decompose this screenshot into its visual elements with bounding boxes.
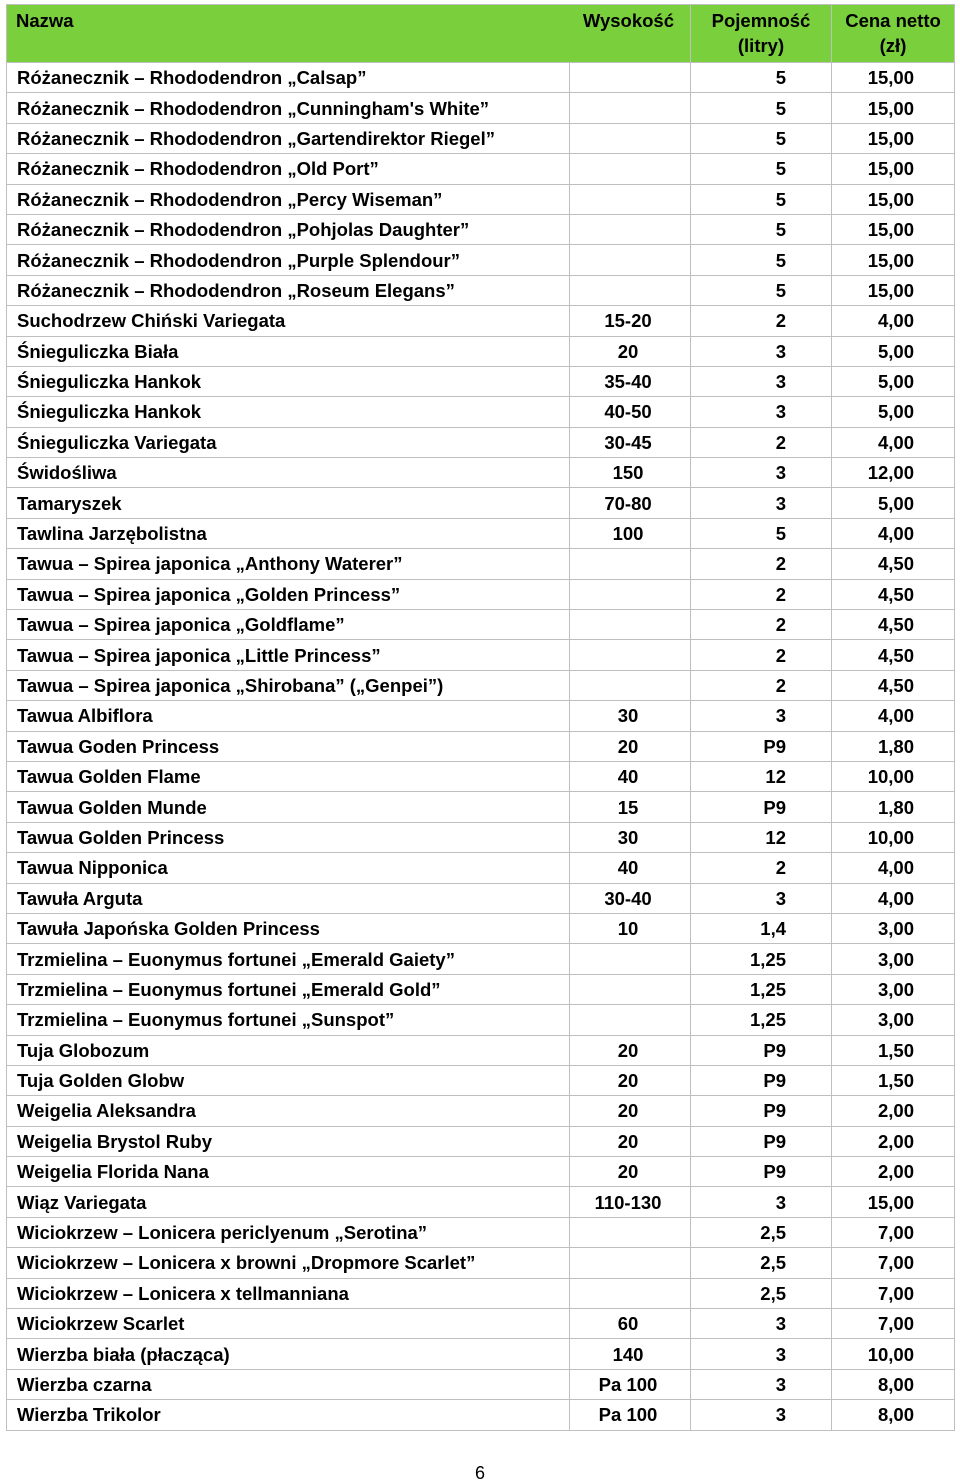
cell-price: 1,50 (832, 1035, 955, 1065)
cell-volume: 12 (691, 761, 832, 791)
cell-name: Wiąz Variegata (7, 1187, 570, 1217)
cell-volume: 3 (691, 1187, 832, 1217)
table-row (7, 518, 955, 548)
cell-price: 1,80 (832, 792, 955, 822)
cell-height (570, 63, 691, 93)
cell-volume: 3 (691, 1400, 832, 1430)
cell-height: 10 (570, 913, 691, 943)
table-row (7, 1369, 955, 1399)
cell-price: 4,00 (832, 883, 955, 913)
column-header-height: Wysokość (570, 5, 691, 63)
cell-price: 7,00 (832, 1248, 955, 1278)
cell-price: 15,00 (832, 1187, 955, 1217)
table-row (7, 1096, 955, 1126)
cell-volume: P9 (691, 1035, 832, 1065)
cell-name: Różanecznik – Rhododendron „Roseum Elegans” (7, 275, 570, 305)
cell-volume: 2 (691, 853, 832, 883)
cell-height (570, 154, 691, 184)
cell-name: Różanecznik – Rhododendron „Cunningham's White” (7, 93, 570, 123)
cell-price: 10,00 (832, 1339, 955, 1369)
cell-height: 40-50 (570, 397, 691, 427)
table-row (7, 1187, 955, 1217)
table-row (7, 792, 955, 822)
cell-volume: 3 (691, 1339, 832, 1369)
table-row (7, 214, 955, 244)
cell-volume: P9 (691, 792, 832, 822)
cell-price: 4,00 (832, 853, 955, 883)
cell-volume: 5 (691, 518, 832, 548)
cell-height: 20 (570, 1157, 691, 1187)
cell-height (570, 123, 691, 153)
cell-price: 4,50 (832, 579, 955, 609)
cell-volume: 12 (691, 822, 832, 852)
table-row (7, 883, 955, 913)
table-row (7, 123, 955, 153)
table-row (7, 1035, 955, 1065)
cell-price: 4,00 (832, 306, 955, 336)
table-row (7, 853, 955, 883)
table-row (7, 1309, 955, 1339)
cell-name: Różanecznik – Rhododendron „Percy Wiseman” (7, 184, 570, 214)
cell-volume: 2 (691, 610, 832, 640)
cell-volume: 2,5 (691, 1248, 832, 1278)
cell-height (570, 214, 691, 244)
cell-name: Weigelia Brystol Ruby (7, 1126, 570, 1156)
page-number: 6 (474, 1463, 485, 1483)
table-row (7, 640, 955, 670)
table-row (7, 306, 955, 336)
cell-volume: 3 (691, 336, 832, 366)
cell-name: Tawua – Spirea japonica „Little Princess” (7, 640, 570, 670)
table-row (7, 245, 955, 275)
table-row (7, 701, 955, 731)
table-row (7, 1217, 955, 1247)
cell-name: Śnieguliczka Variegata (7, 427, 570, 457)
cell-price: 2,00 (832, 1126, 955, 1156)
cell-height: 60 (570, 1309, 691, 1339)
cell-name: Suchodrzew Chiński Variegata (7, 306, 570, 336)
cell-height: 20 (570, 1035, 691, 1065)
cell-price: 2,00 (832, 1096, 955, 1126)
table-row (7, 913, 955, 943)
cell-name: Trzmielina – Euonymus fortunei „Emerald Gaiety” (7, 944, 570, 974)
cell-volume: 5 (691, 154, 832, 184)
table-row (7, 275, 955, 305)
cell-volume: 3 (691, 458, 832, 488)
cell-name: Tawua Albiflora (7, 701, 570, 731)
cell-name: Śnieguliczka Biała (7, 336, 570, 366)
table-row (7, 822, 955, 852)
cell-name: Trzmielina – Euonymus fortunei „Emerald Gold” (7, 974, 570, 1004)
cell-price: 15,00 (832, 245, 955, 275)
table-header (7, 5, 955, 63)
cell-price: 15,00 (832, 214, 955, 244)
table-row (7, 610, 955, 640)
cell-volume: 5 (691, 275, 832, 305)
table-row (7, 184, 955, 214)
table-row (7, 944, 955, 974)
cell-volume: 2,5 (691, 1217, 832, 1247)
cell-volume: 3 (691, 883, 832, 913)
cell-price: 8,00 (832, 1400, 955, 1430)
cell-height: 20 (570, 336, 691, 366)
cell-volume: 3 (691, 1309, 832, 1339)
cell-price: 4,50 (832, 670, 955, 700)
cell-height (570, 610, 691, 640)
cell-volume: 3 (691, 1369, 832, 1399)
table-row (7, 974, 955, 1004)
cell-height: 30-45 (570, 427, 691, 457)
cell-name: Tawua – Spirea japonica „Golden Princess” (7, 579, 570, 609)
cell-name: Tawlina Jarzębolistna (7, 518, 570, 548)
cell-name: Różanecznik – Rhododendron „Purple Splendour” (7, 245, 570, 275)
cell-volume: 1,25 (691, 944, 832, 974)
cell-price: 10,00 (832, 761, 955, 791)
table-row (7, 1065, 955, 1095)
table-row (7, 1005, 955, 1035)
cell-price: 5,00 (832, 397, 955, 427)
table-row (7, 458, 955, 488)
cell-volume: P9 (691, 1065, 832, 1095)
cell-name: Wiciokrzew – Lonicera x tellmanniana (7, 1278, 570, 1308)
cell-height: 100 (570, 518, 691, 548)
cell-height (570, 1278, 691, 1308)
cell-volume: 1,25 (691, 974, 832, 1004)
cell-height: 40 (570, 761, 691, 791)
table-row (7, 579, 955, 609)
cell-height (570, 579, 691, 609)
cell-price: 4,00 (832, 427, 955, 457)
cell-price: 15,00 (832, 275, 955, 305)
table-body (7, 63, 955, 1431)
cell-volume: 3 (691, 701, 832, 731)
column-header-price: Cena netto (zł) (832, 5, 955, 63)
cell-price: 12,00 (832, 458, 955, 488)
table-row (7, 397, 955, 427)
table-row (7, 549, 955, 579)
cell-name: Śnieguliczka Hankok (7, 366, 570, 396)
table-row (7, 1157, 955, 1187)
cell-height: 140 (570, 1339, 691, 1369)
cell-height (570, 670, 691, 700)
cell-name: Tawua – Spirea japonica „Anthony Waterer” (7, 549, 570, 579)
cell-name: Trzmielina – Euonymus fortunei „Sunspot” (7, 1005, 570, 1035)
cell-volume: 2 (691, 427, 832, 457)
cell-name: Weigelia Aleksandra (7, 1096, 570, 1126)
cell-name: Tuja Globozum (7, 1035, 570, 1065)
cell-price: 3,00 (832, 1005, 955, 1035)
cell-price: 5,00 (832, 488, 955, 518)
cell-name: Świdośliwa (7, 458, 570, 488)
column-header-volume: Pojemność (litry) (691, 5, 832, 63)
header-row (7, 5, 955, 63)
cell-name: Tawua Golden Munde (7, 792, 570, 822)
table-row (7, 761, 955, 791)
cell-volume: 2 (691, 306, 832, 336)
cell-price: 4,50 (832, 640, 955, 670)
cell-name: Tawua Golden Flame (7, 761, 570, 791)
table-row (7, 1278, 955, 1308)
cell-name: Różanecznik – Rhododendron „Gartendirektor Riegel” (7, 123, 570, 153)
cell-price: 3,00 (832, 913, 955, 943)
cell-volume: 2 (691, 670, 832, 700)
cell-height (570, 275, 691, 305)
table-row (7, 488, 955, 518)
cell-price: 15,00 (832, 184, 955, 214)
cell-height (570, 184, 691, 214)
cell-height (570, 974, 691, 1004)
cell-height: 150 (570, 458, 691, 488)
cell-name: Tawuła Japońska Golden Princess (7, 913, 570, 943)
cell-volume: P9 (691, 731, 832, 761)
cell-volume: 5 (691, 63, 832, 93)
cell-price: 15,00 (832, 154, 955, 184)
cell-height: 70-80 (570, 488, 691, 518)
cell-height (570, 944, 691, 974)
cell-volume: 3 (691, 397, 832, 427)
cell-price: 5,00 (832, 366, 955, 396)
cell-price: 4,00 (832, 518, 955, 548)
table-row (7, 336, 955, 366)
cell-price: 7,00 (832, 1309, 955, 1339)
cell-name: Wierzba Trikolor (7, 1400, 570, 1430)
cell-height: 30-40 (570, 883, 691, 913)
cell-height: 30 (570, 822, 691, 852)
cell-height (570, 1217, 691, 1247)
cell-name: Śnieguliczka Hankok (7, 397, 570, 427)
table-row (7, 1339, 955, 1369)
cell-name: Różanecznik – Rhododendron „Calsap” (7, 63, 570, 93)
table-row (7, 731, 955, 761)
table-row (7, 1248, 955, 1278)
cell-price: 2,00 (832, 1157, 955, 1187)
cell-price: 8,00 (832, 1369, 955, 1399)
cell-name: Różanecznik – Rhododendron „Old Port” (7, 154, 570, 184)
cell-name: Tamaryszek (7, 488, 570, 518)
cell-volume: 5 (691, 123, 832, 153)
cell-volume: 5 (691, 93, 832, 123)
cell-volume: 1,4 (691, 913, 832, 943)
cell-price: 10,00 (832, 822, 955, 852)
cell-price: 4,50 (832, 610, 955, 640)
cell-name: Tawua – Spirea japonica „Shirobana” („Genpei”) (7, 670, 570, 700)
cell-height (570, 1248, 691, 1278)
cell-height: 20 (570, 1096, 691, 1126)
cell-name: Wiciokrzew – Lonicera periclyenum „Serotina” (7, 1217, 570, 1247)
cell-name: Tawuła Arguta (7, 883, 570, 913)
table-row (7, 154, 955, 184)
cell-volume: 3 (691, 366, 832, 396)
cell-price: 5,00 (832, 336, 955, 366)
column-header-name: Nazwa (7, 5, 570, 63)
cell-height: 15-20 (570, 306, 691, 336)
table-row (7, 1400, 955, 1430)
table-row (7, 63, 955, 93)
cell-name: Wierzba czarna (7, 1369, 570, 1399)
cell-height (570, 93, 691, 123)
cell-volume: P9 (691, 1157, 832, 1187)
price-table (6, 4, 955, 1431)
cell-name: Tuja Golden Globw (7, 1065, 570, 1095)
cell-price: 15,00 (832, 123, 955, 153)
cell-price: 3,00 (832, 944, 955, 974)
cell-price: 7,00 (832, 1278, 955, 1308)
cell-volume: 3 (691, 488, 832, 518)
cell-height: Pa 100 (570, 1369, 691, 1399)
cell-price: 4,50 (832, 549, 955, 579)
cell-price: 15,00 (832, 63, 955, 93)
cell-volume: 5 (691, 245, 832, 275)
cell-name: Tawua Golden Princess (7, 822, 570, 852)
cell-height: 40 (570, 853, 691, 883)
cell-height: 30 (570, 701, 691, 731)
cell-price: 3,00 (832, 974, 955, 1004)
cell-volume: 5 (691, 184, 832, 214)
cell-price: 15,00 (832, 93, 955, 123)
cell-name: Tawua – Spirea japonica „Goldflame” (7, 610, 570, 640)
cell-volume: 2,5 (691, 1278, 832, 1308)
cell-height: 20 (570, 1065, 691, 1095)
cell-volume: P9 (691, 1126, 832, 1156)
cell-height (570, 549, 691, 579)
cell-height (570, 1005, 691, 1035)
cell-name: Wiciokrzew Scarlet (7, 1309, 570, 1339)
table-row (7, 427, 955, 457)
cell-height: 20 (570, 731, 691, 761)
cell-name: Weigelia Florida Nana (7, 1157, 570, 1187)
cell-volume: 2 (691, 640, 832, 670)
table-row (7, 670, 955, 700)
cell-price: 7,00 (832, 1217, 955, 1247)
cell-name: Tawua Goden Princess (7, 731, 570, 761)
cell-height: 15 (570, 792, 691, 822)
cell-height: 35-40 (570, 366, 691, 396)
cell-volume: P9 (691, 1096, 832, 1126)
table-row (7, 366, 955, 396)
cell-volume: 2 (691, 549, 832, 579)
cell-volume: 2 (691, 579, 832, 609)
cell-price: 1,80 (832, 731, 955, 761)
cell-price: 4,00 (832, 701, 955, 731)
table-row (7, 1126, 955, 1156)
cell-name: Wiciokrzew – Lonicera x browni „Dropmore Scarlet” (7, 1248, 570, 1278)
cell-height: 20 (570, 1126, 691, 1156)
cell-height: 110-130 (570, 1187, 691, 1217)
cell-height (570, 245, 691, 275)
cell-name: Wierzba biała (płacząca) (7, 1339, 570, 1369)
cell-height: Pa 100 (570, 1400, 691, 1430)
cell-height (570, 640, 691, 670)
cell-volume: 5 (691, 214, 832, 244)
cell-name: Różanecznik – Rhododendron „Pohjolas Daughter” (7, 214, 570, 244)
cell-price: 1,50 (832, 1065, 955, 1095)
table-row (7, 93, 955, 123)
cell-volume: 1,25 (691, 1005, 832, 1035)
cell-name: Tawua Nipponica (7, 853, 570, 883)
